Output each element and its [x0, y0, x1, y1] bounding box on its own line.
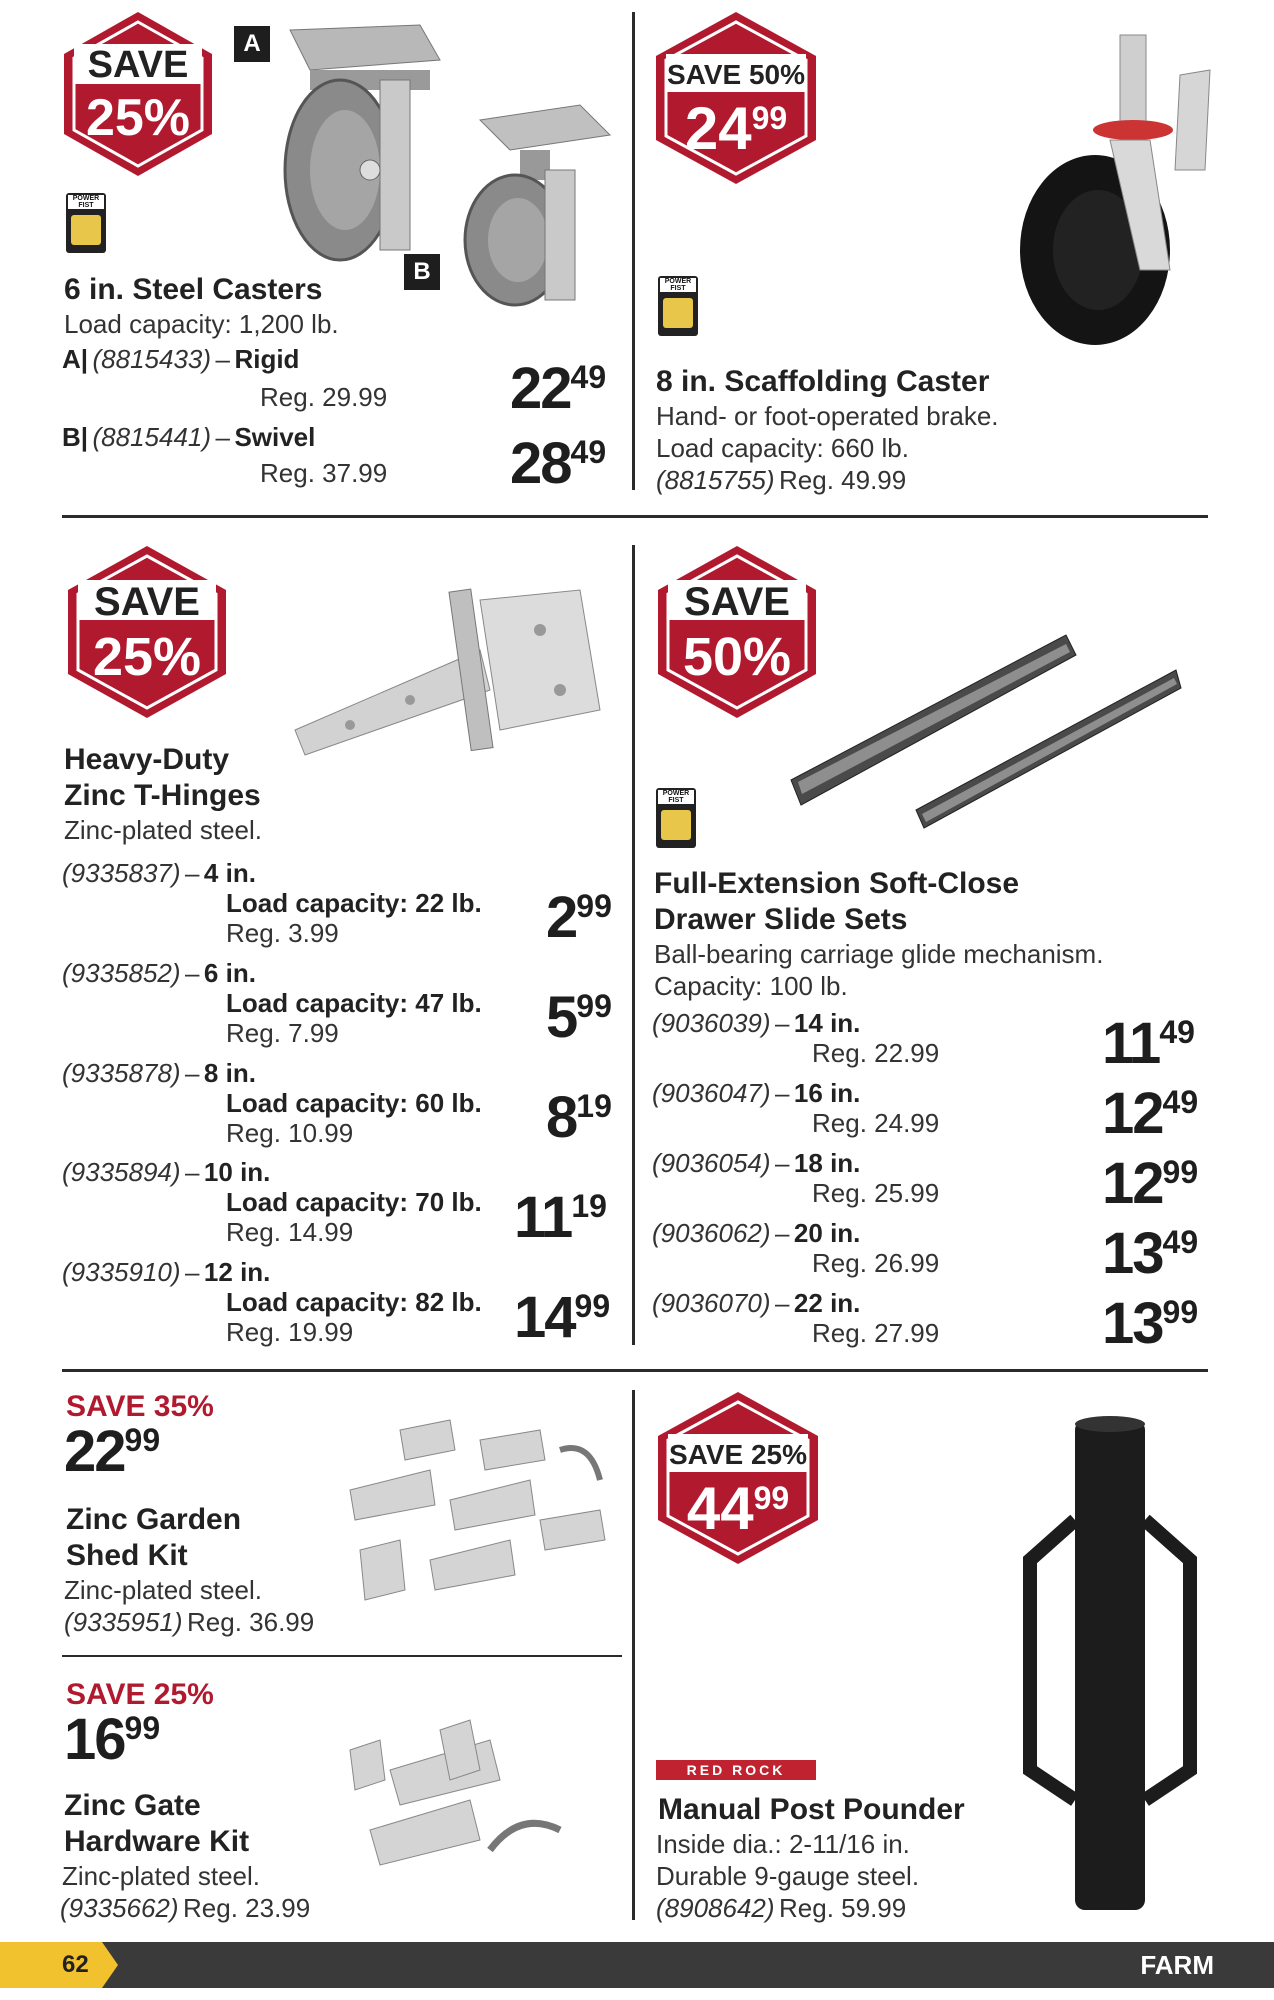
hinges-load-10in: Load capacity: 70 lb. — [226, 1187, 482, 1217]
hinges-row-4in: (9335837) – 4 in. — [62, 858, 256, 888]
fist-icon — [71, 215, 101, 245]
pounder-desc-1: Inside dia.: 2-11/16 in. — [656, 1829, 910, 1859]
caster-rigid-image — [270, 20, 450, 270]
post-pounder-image — [1010, 1410, 1210, 1920]
slides-price-14in: 1149 — [1102, 1011, 1195, 1076]
slides-reg-20in: Reg. 26.99 — [812, 1248, 940, 1278]
scaffold-desc-1: Hand- or foot-operated brake. — [656, 401, 999, 431]
hinges-reg-8in: Reg. 10.99 — [226, 1118, 354, 1148]
hinges-price-10in: 1119 — [514, 1185, 607, 1250]
casters-row-b: B| (8815441) – Swivel — [62, 422, 316, 452]
page-number: 62 — [62, 1951, 89, 1978]
slides-reg-18in: Reg. 25.99 — [812, 1178, 940, 1208]
red-rock-logo: RED ROCK — [656, 1760, 816, 1780]
save-badge-pounder: SAVE 25% 4499 — [656, 1390, 820, 1566]
save-badge-hinges: SAVE 25% — [66, 544, 228, 720]
slides-desc-2: Capacity: 100 lb. — [654, 971, 848, 1001]
slides-price-16in: 1249 — [1102, 1081, 1199, 1146]
hinges-reg-4in: Reg. 3.99 — [226, 918, 339, 948]
divider-vertical-middle — [632, 545, 635, 1345]
pounder-title: Manual Post Pounder — [658, 1793, 965, 1826]
slides-row-22in: (9036070) – 22 in. — [652, 1288, 861, 1318]
hinges-load-6in: Load capacity: 47 lb. — [226, 988, 482, 1018]
casters-reg-a: Reg. 29.99 — [260, 382, 388, 412]
hinges-reg-10in: Reg. 14.99 — [226, 1217, 354, 1247]
page-number-tab — [0, 1942, 120, 1988]
slides-desc-1: Ball-bearing carriage glide mechanism. — [654, 939, 1104, 969]
hinges-load-12in: Load capacity: 82 lb. — [226, 1287, 482, 1317]
slides-price-18in: 1299 — [1102, 1151, 1199, 1216]
hinges-row-8in: (9335878) – 8 in. — [62, 1058, 256, 1088]
divider-vertical-top — [632, 12, 635, 490]
hinges-price-12in: 1499 — [514, 1285, 611, 1350]
slides-reg-16in: Reg. 24.99 — [812, 1108, 940, 1138]
slides-row-20in: (9036062) – 20 in. — [652, 1218, 861, 1248]
scaffold-caster-image — [1010, 30, 1220, 350]
scaffold-desc-2: Load capacity: 660 lb. — [656, 433, 909, 463]
footer-section: FARM — [1140, 1950, 1214, 1980]
save-badge-scaffold: SAVE 50% 2499 — [654, 10, 818, 186]
shedkit-desc: Zinc-plated steel. — [64, 1575, 262, 1605]
slides-price-20in: 1349 — [1102, 1221, 1199, 1286]
shedkit-title-1: Zinc Garden — [66, 1503, 242, 1536]
fist-icon — [661, 810, 691, 840]
hinges-price-4in: 299 — [546, 885, 612, 950]
power-fist-logo-scaffold: POWER FIST — [658, 276, 698, 336]
fist-icon — [663, 298, 693, 328]
hinges-desc: Zinc-plated steel. — [64, 815, 262, 845]
slides-price-22in: 1399 — [1102, 1291, 1199, 1356]
gatekit-save: SAVE 25% — [66, 1678, 214, 1711]
hinges-row-6in: (9335852) – 6 in. — [62, 958, 256, 988]
divider-horizontal-3 — [62, 1655, 622, 1657]
slides-reg-14in: Reg. 22.99 — [812, 1038, 940, 1068]
scaffold-sku-row: (8815755) Reg. 49.99 — [656, 465, 907, 495]
divider-horizontal-2 — [62, 1369, 1208, 1372]
shedkit-sku-row: (9335951) Reg. 36.99 — [64, 1607, 315, 1637]
hinges-load-8in: Load capacity: 60 lb. — [226, 1088, 482, 1118]
shedkit-price: 2299 — [64, 1419, 161, 1484]
slides-row-16in: (9036047) – 16 in. — [652, 1078, 861, 1108]
shed-kit-image — [340, 1410, 620, 1610]
hinges-price-8in: 819 — [546, 1085, 612, 1150]
t-hinge-image — [290, 580, 610, 770]
label-a: A — [234, 26, 270, 62]
divider-vertical-bottom — [632, 1390, 635, 1920]
casters-title: 6 in. Steel Casters — [64, 273, 323, 306]
slides-row-14in: (9036039) – 14 in. — [652, 1008, 861, 1038]
casters-row-a: A| (8815433) – Rigid — [62, 344, 300, 374]
hinges-reg-6in: Reg. 7.99 — [226, 1018, 339, 1048]
hinges-row-10in: (9335894) – 10 in. — [62, 1157, 271, 1187]
gatekit-sku-row: (9335662) Reg. 23.99 — [60, 1893, 311, 1923]
hinges-row-12in: (9335910) – 12 in. — [62, 1257, 271, 1287]
drawer-slides-image — [786, 630, 1186, 830]
scaffold-title: 8 in. Scaffolding Caster — [656, 365, 990, 398]
casters-desc: Load capacity: 1,200 lb. — [64, 309, 339, 339]
gatekit-price: 1699 — [64, 1707, 161, 1772]
hinges-title-2: Zinc T-Hinges — [64, 779, 261, 812]
hinges-price-6in: 599 — [546, 985, 612, 1050]
slides-title-1: Full-Extension Soft-Close — [654, 867, 1020, 900]
hinges-title-1: Heavy-Duty — [64, 743, 230, 776]
shedkit-save: SAVE 35% — [66, 1390, 214, 1423]
label-b: B — [404, 254, 440, 290]
gatekit-title-1: Zinc Gate — [64, 1789, 201, 1822]
hinges-reg-12in: Reg. 19.99 — [226, 1317, 354, 1347]
power-fist-logo-slides: POWER FIST — [656, 788, 696, 848]
slides-row-18in: (9036054) – 18 in. — [652, 1148, 861, 1178]
gate-kit-image — [340, 1710, 580, 1880]
gatekit-desc: Zinc-plated steel. — [62, 1861, 260, 1891]
casters-reg-b: Reg. 37.99 — [260, 458, 388, 488]
save-badge-slides: SAVE 50% — [656, 544, 818, 720]
gatekit-title-2: Hardware Kit — [64, 1825, 250, 1858]
save-badge-casters: SAVE 25% — [62, 10, 214, 178]
divider-horizontal-1 — [62, 515, 1208, 518]
casters-price-a: 2249 — [510, 356, 607, 421]
shedkit-title-2: Shed Kit — [66, 1539, 188, 1572]
hinges-load-4in: Load capacity: 22 lb. — [226, 888, 482, 918]
pounder-desc-2: Durable 9-gauge steel. — [656, 1861, 920, 1891]
caster-swivel-image — [450, 100, 620, 310]
slides-reg-22in: Reg. 27.99 — [812, 1318, 940, 1348]
pounder-sku-row: (8908642) Reg. 59.99 — [656, 1893, 907, 1923]
power-fist-logo-casters: POWER FIST — [66, 193, 106, 253]
footer-bar — [0, 1942, 1274, 1988]
slides-title-2: Drawer Slide Sets — [654, 903, 908, 936]
casters-price-b: 2849 — [510, 431, 607, 496]
